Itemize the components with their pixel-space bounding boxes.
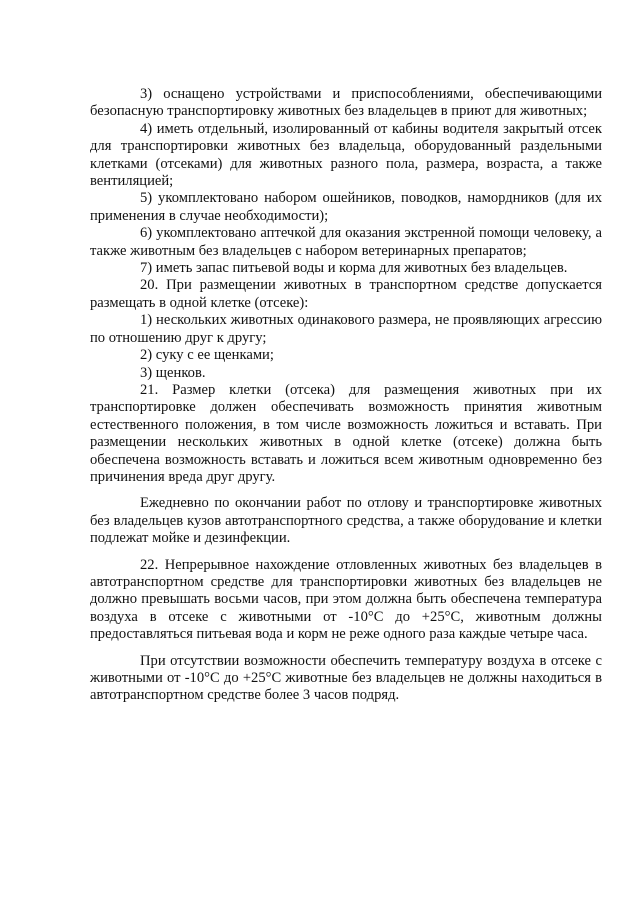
paragraph-subitem-3: 3) щенков.: [140, 364, 206, 381]
paragraph-item-7: 7) иметь запас питьевой воды и корма для животных без владельцев.: [140, 260, 568, 277]
paragraph-item-3: 3) оснащено устройствами и приспособлениями, обеспечивающими безопасную транспортировку животных без владельцев в приют для животных;: [90, 86, 602, 120]
paragraph-cleaning: Ежедневно по окончании работ по отлову и транспортировке животных без владельцев кузов автотранспортного средства, а также оборудование и клетки подлежат мойке и дезинфекции.: [90, 495, 602, 547]
document-body: [90, 86, 602, 705]
paragraph-item-5: 5) укомплектовано набором ошейников, поводков, намордников (для их применения в случае необходимости);: [90, 190, 602, 224]
paragraph-section-22: 22. Непрерывное нахождение отловленных животных без владельцев в автотранспортном средстве для транспортировки животных без владельцев не должно превышать восьми часов, при этом должна быть обеспечена температура воздуха в отсеке с животными от -10°С до +25°С, животным должны предоставляться питьевая вода и корм не реже одного раза каждые четыре часа.: [90, 556, 602, 643]
paragraph-subitem-1: 1) нескольких животных одинакового размера, не проявляющих агрессию по отношению друг к другу;: [90, 312, 602, 346]
paragraph-subitem-2: 2) суку с ее щенками;: [140, 347, 274, 364]
paragraph-temperature-limit: При отсутствии возможности обеспечить температуру воздуха в отсеке с животными от -10°С до +25°С животные без владельцев не должны находиться в автотранспортном средстве более 3 часов подряд.: [90, 652, 602, 704]
paragraph-item-4: 4) иметь отдельный, изолированный от кабины водителя закрытый отсек для транспортировки животных без владельца, оборудованный раздельными клетками (отсеками) для животных разного пола, размера, возраста, а также вентиляцией;: [90, 120, 602, 190]
paragraph-section-21: 21. Размер клетки (отсека) для размещения животных при их транспортировке должен обеспечивать возможность принятия животным естественного положения, в том числе возможность ложиться и вставать. При размещении нескольких животных в одной клетке (отсеке) должна быть обеспечена возможность вставать и ложиться всем животным одновременно без причинения вреда друг другу.: [90, 381, 602, 485]
paragraph-section-20: 20. При размещении животных в транспортном средстве допускается размещать в одной клетке (отсеке):: [90, 277, 602, 311]
paragraph-item-6: 6) укомплектовано аптечкой для оказания экстренной помощи человеку, а также животным без владельцев с набором ветеринарных препаратов;: [90, 225, 602, 259]
